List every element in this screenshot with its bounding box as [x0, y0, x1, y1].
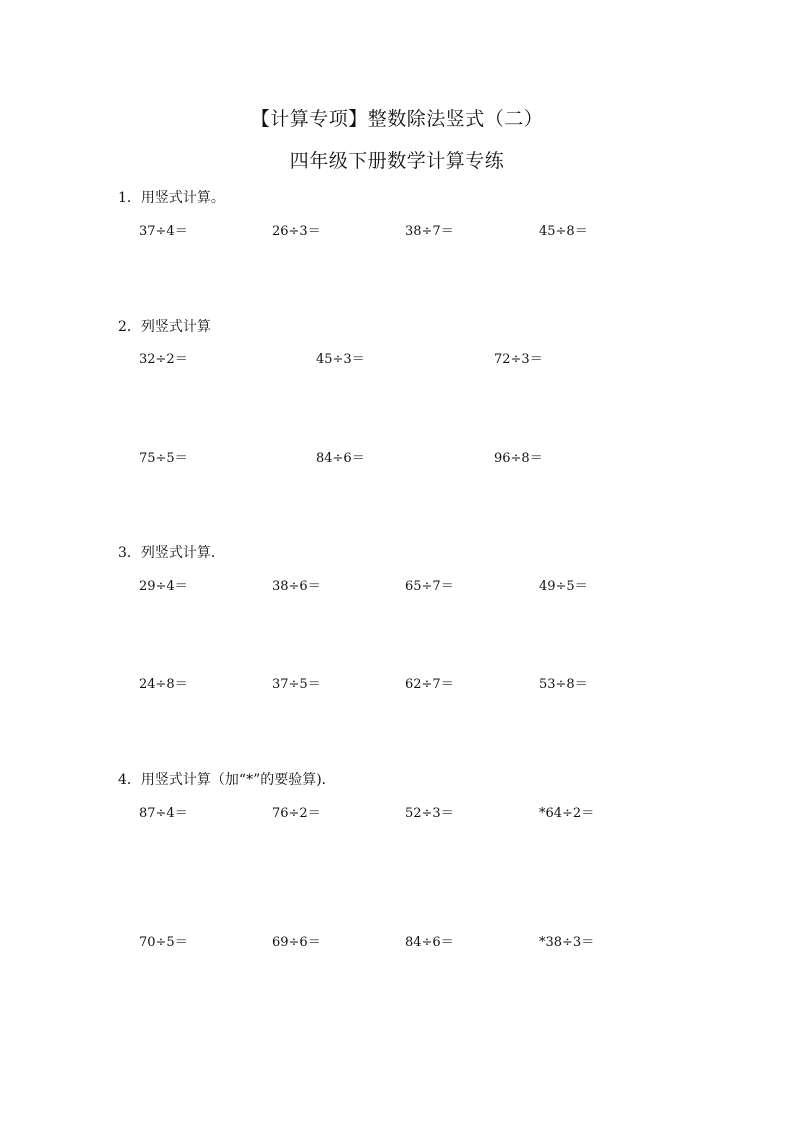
problem: 84÷6＝ — [316, 451, 365, 466]
problem: 24÷8＝ — [139, 677, 188, 692]
question-4-label: 4．用竖式计算（加“*”的要验算)． — [118, 772, 336, 788]
problem: 49÷5＝ — [539, 579, 588, 594]
problem: 52÷3＝ — [405, 806, 454, 821]
problem: 96÷8＝ — [494, 451, 543, 466]
question-2-label: 2．列竖式计算 — [118, 319, 211, 335]
question-3-label: 3．列竖式计算． — [118, 545, 225, 561]
page-subtitle: 四年级下册数学计算专练 — [289, 150, 505, 172]
problem: 87÷4＝ — [139, 806, 188, 821]
problem: *64÷2＝ — [539, 806, 595, 821]
problem: 38÷7＝ — [405, 224, 454, 239]
question-1-label: 1．用竖式计算。 — [118, 190, 225, 206]
problem: 53÷8＝ — [539, 677, 588, 692]
problem: 75÷5＝ — [139, 451, 188, 466]
problem: *38÷3＝ — [539, 935, 595, 950]
problem: 37÷5＝ — [272, 677, 321, 692]
problem: 29÷4＝ — [139, 579, 188, 594]
problem: 45÷8＝ — [539, 224, 588, 239]
problem: 45÷3＝ — [316, 352, 365, 367]
problem: 72÷3＝ — [494, 352, 543, 367]
problem: 65÷7＝ — [405, 579, 454, 594]
problem: 37÷4＝ — [139, 224, 188, 239]
problem: 38÷6＝ — [272, 579, 321, 594]
problem: 70÷5＝ — [139, 935, 188, 950]
problem: 76÷2＝ — [272, 806, 321, 821]
problem: 26÷3＝ — [272, 224, 321, 239]
problem: 69÷6＝ — [272, 935, 321, 950]
problem: 84÷6＝ — [405, 935, 454, 950]
page-title: 【计算专项】整数除法竖式（二） — [250, 108, 544, 130]
problem: 62÷7＝ — [405, 677, 454, 692]
problem: 32÷2＝ — [139, 352, 188, 367]
